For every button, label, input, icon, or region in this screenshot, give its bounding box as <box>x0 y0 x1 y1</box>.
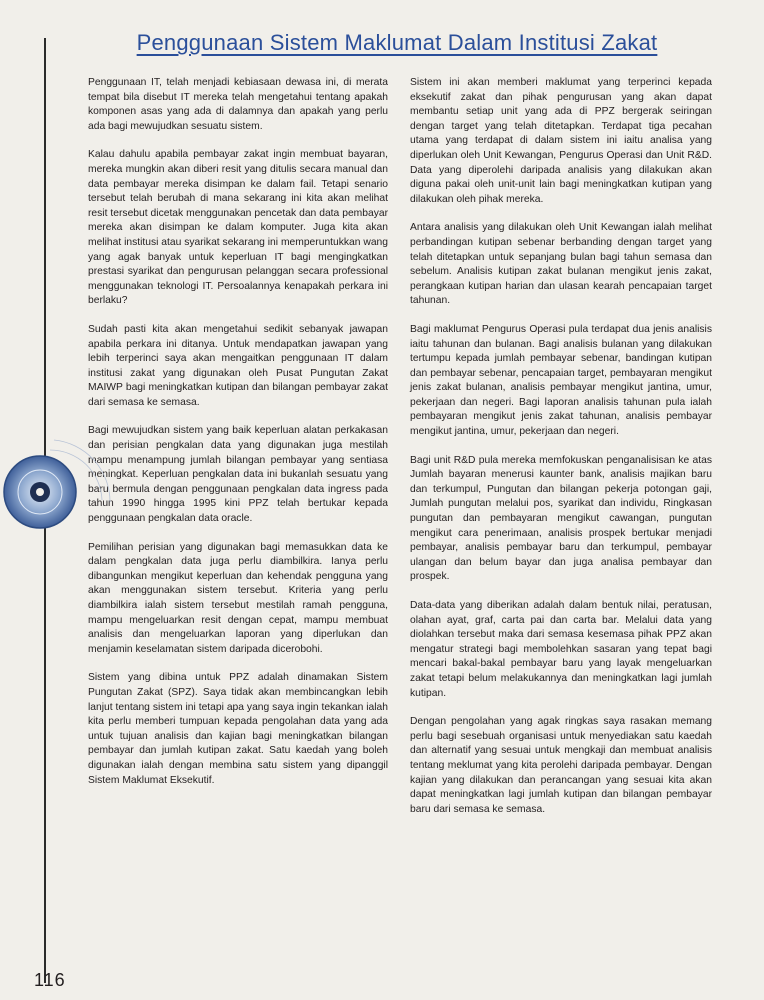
paragraph: Bagi unit R&D pula mereka memfokuskan penganalisisan ke atas Jumlah bayaran menerusi kaunter bank, analisis majikan baru dan terkumpul, Pungutan dan bilangan pekerja potongan gaji, Jumlah pungutan melalui pos, syarikat dan individu, Ringkasan pungutan dan pembayaran mengikut cawangan, pungutan mengikut cara penerimaan, analisis prospek bertukar menjadi pembayar, analisis pembayar baru dan terkumpul, pembayar ulangan dan belum bayar dan juga analisa pembayar dan prospek. <box>410 454 712 583</box>
paragraph: Pemilihan perisian yang digunakan bagi memasukkan data ke dalam pengkalan data juga perlu diambilkira. Ianya perlu dibangunkan mengikut keperluan dan kehendak pengguna yang akan menggunakan sistem tersebut. Kriteria yang perlu diambilkira ialah sistem tersebut mestilah ramah pengguna, mampu mengeluarkan resit dengan cepat, mampu membuat analisis dan mengeluarkan laporan yang diperlukan dan menjamin keselamatan sistem daripada dicerobohi. <box>88 541 388 655</box>
paragraph: Sistem yang dibina untuk PPZ adalah dinamakan Sistem Pungutan Zakat (SPZ). Saya tidak akan membincangkan lebih lanjut tentang sistem ini tetapi apa yang saya ingin tekankan ialah kita perlu memberi tumpuan kepada pengolahan data yang ada untuk tujuan analisis dan kajian bagi meningkatkan bilangan pembayar dan jumlah kutipan zakat. Satu kaedah yang boleh digunakan ialah dengan membina satu sistem yang dipanggil Sistem Maklumat Eksekutif. <box>88 672 388 786</box>
paragraph: Dengan pengolahan yang agak ringkas saya rasakan memang perlu bagi sesebuah organisasi untuk menyediakan satu kaedah dan alternatif yang sesuai untuk mengkaji dan membuat analisis tentang meklumat yang kita perolehi daripada pembayar. Dengan kajian yang dilakukan dan perancangan yang sesuai kita akan dapat meningkatkan lagi jumlah kutipan dan bilangan pembayar baru dari semasa ke semasa. <box>410 716 712 815</box>
paragraph: Penggunaan IT, telah menjadi kebiasaan dewasa ini, di merata tempat bila disebut IT mereka telah mengetahui tentang apakah komponen asas yang ada di dalamnya dan apakah yang perlu ada bagi mewujudkan sesuatu sistem. <box>88 77 388 132</box>
right-text-column <box>410 76 712 831</box>
paragraph: Kalau dahulu apabila pembayar zakat ingin membuat bayaran, mereka mungkin akan diberi resit yang ditulis secara manual dan data pembayar mereka disimpan ke dalam fail. Tetapi senario tersebut telah berubah di mana sekarang ini kita akan melihat resit tersebut dicetak menggunakan pencetak dan data pembayar mereka akan disimpan ke dalam komputer. Juga kita akan melihat institusi atau syarikat sekarang ini memperuntukkan wang yang agak banyak untuk keperluan IT bagi mengingkatkan prestasi syarikat dan pengurusan pelanggan secara professional menggunakan teknologi IT. Persoalannya kenapakah perkara ini berlaku? <box>88 149 388 307</box>
paragraph: Sudah pasti kita akan mengetahui sedikit sebanyak jawapan apabila perkara ini ditanya. Untuk mendapatkan jawapan yang lebih terperinci saya akan mengaitkan penggunaan IT dalam institusi zakat yang digunakan oleh Pusat Pungutan Zakat MAIWP bagi meningkatkan kutipan dan bilangan pembayar zakat dari semasa ke semasa. <box>88 323 388 408</box>
page-number: 116 <box>34 970 66 990</box>
paragraph: Sistem ini akan memberi maklumat yang terperinci kepada eksekutif zakat dan pihak pengurusan yang akan dapat membantu setiap unit yang ada di PPZ bergerak seiringan dengan target yang telah ditetapkan. Terdapat tiga pecahan utama yang terdapat di dalam sistem ini iaitu analisa yang diperlukan oleh Unit Kewangan, Pengurus Operasi dan Unit R&D. Data yang diperolehi daripada analisis yang dilakukan akan diguna pakai oleh unit-unit lain bagi meningkatkan kutipan yang dilakukan oleh pihak mereka. <box>410 77 712 205</box>
left-text-column <box>88 76 388 802</box>
paragraph: Bagi maklumat Pengurus Operasi pula terdapat dua jenis analisis iaitu tahunan dan bulanan. Bagi analisis bulanan yang dilakukan tertumpu kepada jumlah pembayar sebenar, bandingan kutipan dan pembayar sebenar, pencapaian target, pembayaran mengikut jenis zakat bulanan, analisis pembayar mengikut jantina, umur, pekerjaan dan negeri. Bagi laporan analisis tahunan pula ialah pembayaran mengikut jenis zakat tahunan, analisis pembayar mengikut jantina, umur, pekerjaan dan negeri. <box>410 323 712 438</box>
paragraph: Antara analisis yang dilakukan oleh Unit Kewangan ialah melihat perbandingan kutipan sebenar berbanding dengan target yang telah ditetapkan untuk sepanjang bulan bagi tahun semasa dan sebelum. Analisis kutipan zakat bulanan mengikut jenis zakat, perangkaan kutipan harian dan ulasan kearah pencapaian target tahunan. <box>410 222 712 307</box>
paragraph: Data-data yang diberikan adalah dalam bentuk nilai, peratusan, olahan ayat, graf, carta pai dan carta bar. Melalui data yang diolahkan tersebut maka dari semasa kesemasa pihak PPZ akan mengatur strategi bagi membolehkan sasaran yang tepat bagi mencari bakal-bakal pembayar baru yang layak mengeluarkan zakat tetapi belum melakukannya dan meningkatkan lagi jumlah kutipan. <box>410 600 712 699</box>
annual-report-cd-badge-icon <box>2 410 112 575</box>
page-title: Penggunaan Sistem Maklumat Dalam Institusi Zakat <box>136 30 658 55</box>
paragraph: Bagi mewujudkan sistem yang baik keperluan alatan perkakasan dan perisian pengkalan data yang digunakan juga mestilah mampu menampung jumlah bilangan pembayar yang sentiasa meningkat. Keperluan pengkalan data ini bukanlah sesuatu yang baru bermula dengan penggunaan pengkalan data ingress pada tahun 1990 hingga 1995 kini PPZ telah bertukar kepada penggunaan pengkalan data oracle. <box>88 425 388 525</box>
